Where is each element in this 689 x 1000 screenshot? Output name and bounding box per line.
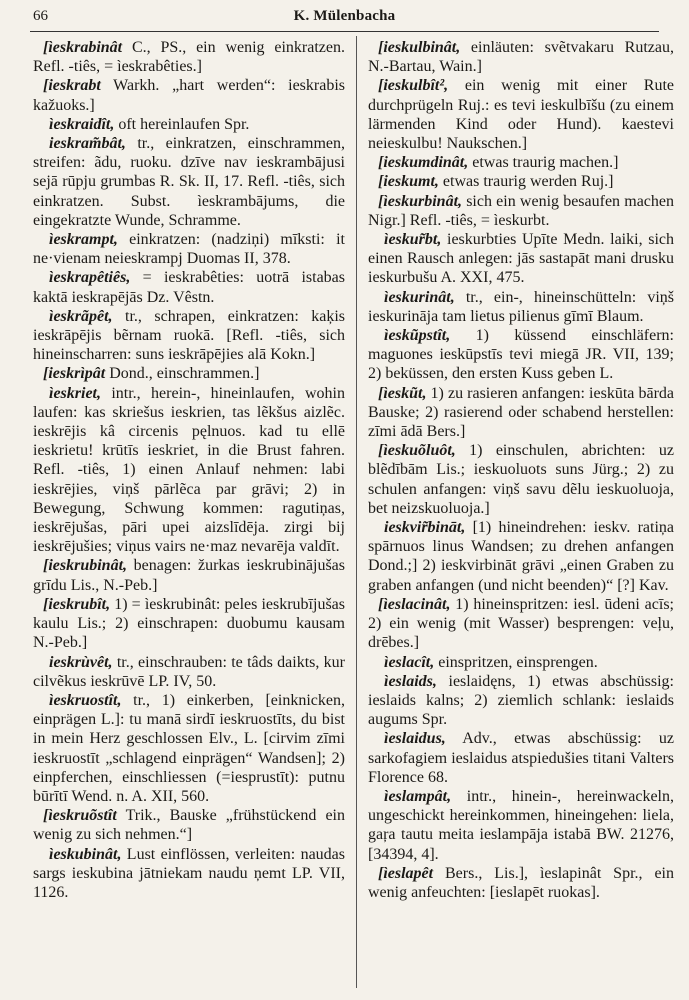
entry-definition: einläuten: svẽtvakaru Rutzau, N.-Bartau, Wain.] — [368, 39, 674, 76]
entry-headword: ìeslampât, — [384, 787, 452, 805]
entry-headword: ieskram̃bât, — [49, 135, 126, 153]
entry-headword: [ieskrubinât, — [43, 557, 128, 575]
dictionary-entry — [33, 268, 345, 306]
entry-definition: etwas traurig machen.] — [468, 154, 619, 172]
entry-headword: ìeskurinât, — [384, 288, 455, 306]
entry-definition: 1) zu rasieren anfangen: ieskūta bārda Bauske; 2) rasierend oder schabend herstellen: zīmi ādā Bers.] — [368, 384, 674, 441]
entry-definition: ieslaidęns, 1) etwas abschüssig: ieslaids kalns; 2) ziemlich schlank: ieslaids augums Spr. — [368, 672, 674, 729]
dictionary-entry — [33, 38, 345, 76]
entry-headword: [ìeskũt, — [378, 384, 427, 402]
dictionary-entry — [368, 864, 674, 902]
entry-definition: intr., herein-, hineinlaufen, wohin laufen: kas skriešus ieskrien, tas lẽkšus aizlẽc. ieskrējis kâ circenis pęlnuos. kad tu ellē ieskrietu! krūtīs ieskriet, in die Brust fahren. Refl. -tiês, 1) einen Anlauf nehmen: labi ieskrējies, viņš pārlẽca par grāvi; 2) in Bewegung, Schwung kommen: ragutiņas, ieskrējušas, pāri upei aizslīdēja. zirgi bij ieskrējušies; viņus vairs ne·maz nevarēja valdīt. — [33, 384, 345, 556]
entry-definition: Adv., etwas abschüssig: uz sarkofagiem ieslaidus atspiedušies titani Valters Florence 68. — [368, 730, 674, 786]
entry-definition: 1) = ìeskrubinât: peles ieskrubījušas kaulu Lis.; 2) einschrapen: duobumu kausam N.-Peb.] — [33, 595, 345, 652]
dictionary-entry — [33, 691, 345, 806]
entry-headword: ìeskruostît, — [49, 691, 122, 709]
dictionary-entry — [368, 38, 674, 76]
entry-headword: ìeskur̃bt, — [384, 231, 442, 249]
entry-headword: ìeslaids, — [384, 672, 437, 690]
entry-headword: [ieskulbinât, — [378, 39, 461, 56]
entry-definition: ieskurbties Upīte Medn. laiki, sich einen Rausch anlegen: jās sastapāt mani drusku ieskurbušu A. XXI, 475. — [368, 231, 674, 287]
entry-definition: tr., einkratzen, einschrammen, streifen: ãdu, ruoku. dzīve nav ieskrambājusi sejā rūpju grumbas R. Sk. II, 17. Refl. -tiês, sich einkratzen. Subst. ìeskrambājums, die eingekratzte Wunde, Schramme. — [33, 135, 345, 229]
header-rule — [30, 31, 659, 32]
entry-definition: tr., ein-, hineinschütteln: viņš ieskurināja tam lietus pilienus gīmī Blaum. — [368, 288, 674, 325]
dictionary-entry — [368, 595, 674, 653]
dictionary-entry — [33, 806, 345, 844]
entry-headword: [ìeslapêt — [378, 864, 434, 882]
dictionary-entry — [33, 845, 345, 903]
dictionary-entry — [368, 672, 674, 730]
entry-headword: ieskrùvêt, — [49, 653, 113, 671]
dictionary-entry — [368, 729, 674, 787]
dictionary-entry — [33, 115, 345, 134]
entry-headword: ieskvir̃bināt, — [384, 519, 466, 537]
entry-headword: [ìeskruõstît — [43, 807, 117, 825]
entry-headword: ìeslacît, — [384, 653, 435, 671]
left-column — [33, 38, 345, 902]
entry-definition: Trik., Bauske „frühstückend ein wenig zu sich nehmen.“] — [33, 807, 345, 844]
dictionary-entry — [33, 307, 345, 365]
entry-headword: ìeskraidît, — [49, 115, 115, 133]
dictionary-entry — [33, 384, 345, 557]
dictionary-entry — [368, 192, 674, 230]
entry-definition: einspritzen, einsprengen. — [434, 653, 598, 671]
dictionary-entry — [368, 518, 674, 595]
entry-definition: benagen: žurkas ieskrubinājušas grīdu Lis., N.-Peb.] — [33, 557, 345, 594]
dictionary-entry — [33, 556, 345, 594]
entry-headword: [ieskumt, — [378, 173, 439, 191]
dictionary-entry — [368, 172, 674, 191]
entry-definition: Warkh. „hart werden“: ieskrabis kažuoks.] — [33, 77, 345, 114]
entry-definition: sich ein wenig besaufen machen Nigr.] Refl. -tiês, = ìeskurbt. — [368, 192, 674, 229]
entry-definition: tr., 1) einkerben, [einknicken, einprägen L.]: tu manā sirdī ieskruostīts, du bist in mein Herz geschlossen Elv., L. [cirvim zīmi ieskruostīt „schlagend einprägen“ Wandsen]; 2) einpferchen, einschliessen (=iesprustīt): putnu būrītī Wend. n. A. XII, 560. — [33, 691, 345, 805]
running-head — [30, 8, 659, 28]
entry-headword: ìeskubinât, — [49, 845, 122, 863]
entry-definition: Lust einflössen, verleiten: naudas sargs ieskubina jātniekam naudu ņemt LP. VII, 1126. — [33, 845, 345, 901]
entry-headword: ìeskriet, — [49, 384, 101, 402]
dictionary-entry — [368, 441, 674, 518]
entry-headword: ìeskũpstît, — [384, 327, 451, 345]
entry-headword: ìeskrapêtiês, — [49, 269, 131, 287]
entry-headword: [ìeskurbinât, — [378, 192, 463, 210]
entry-headword: [ìeskuõluôt, — [378, 442, 456, 460]
entry-definition: etwas traurig werden Ruj.] — [438, 173, 614, 191]
dictionary-entry — [368, 153, 674, 172]
column-divider — [356, 36, 357, 988]
entry-definition: Bers., Lis.], ìeslapinât Spr., ein wenig anfeuchten: [ieslapēt ruokas]. — [368, 864, 674, 901]
entry-headword: [ieskrìpât — [43, 365, 106, 383]
dictionary-entry — [368, 76, 674, 153]
entry-definition: oft hereinlaufen Spr. — [114, 115, 250, 133]
entry-headword: ìeslaidus, — [384, 730, 446, 748]
entry-definition: 1) hineinspritzen: iesl. ūdeni acīs; 2) ein wenig (mit Wasser) besprengen: veļu, drēbes.] — [368, 595, 674, 652]
entry-headword: [ieskrubît, — [43, 595, 111, 613]
dictionary-entry — [368, 787, 674, 864]
entry-headword: [ieskulbît², — [378, 77, 449, 95]
entry-headword: [ieskrabt — [43, 77, 101, 95]
entry-headword: [ìeslacinât, — [378, 595, 451, 613]
entry-headword: ìeskrampt, — [49, 231, 118, 249]
dictionary-entry — [33, 653, 345, 691]
entry-definition: ein wenig mit einer Rute durchprügeln Ruj.: es tevi ieskulbīšu (zu einem lärmenden Kind oder Hund). kaestevi neieskulbu! Naukschen.] — [368, 77, 674, 153]
right-column — [368, 38, 674, 902]
dictionary-entry — [368, 653, 674, 672]
entry-definition: tr., schrapen, einkratzen: kaķis ieskrāpējis bẽrnam ruokā. [Refl. -tiês, sich hineinscharren: suns ieskrāpējies alā Kokn.] — [33, 307, 345, 364]
entry-definition: 1) einschulen, abrichten: uz blẽdībām Lis.; ieskuoluots suns Jürg.; 2) zu schulen anfangen: viņš savu dẽlu ieskuoluoja, bet neizskuoluoja.] — [368, 442, 674, 517]
page-number: 66 — [33, 8, 48, 24]
entry-definition: = ieskrabêties: uotrā istabas kaktā ieskrapējās Dz. Vêstn. — [33, 269, 345, 306]
dictionary-entry — [368, 384, 674, 442]
entry-definition: Dond., einschrammen.] — [105, 365, 260, 383]
running-head-author: K. Mülenbacha — [293, 8, 396, 24]
dictionary-entry — [368, 230, 674, 288]
dictionary-entry — [33, 134, 345, 230]
entry-definition: 1) küssend einschläfern: maguones ieskūpstīs tevi miegā JR. VII, 139; 2) beküssen, den ersten Kuss geben L. — [368, 327, 674, 383]
entry-definition: [1) hineindrehen: ieskv. ratiņa spārnuos linus Wandsen; zu drehen anfangen Dond.;] 2) ieskvirbināt grāvi „einen Graben zu graben anfangen (und nicht beenden)“ [?] Kav. — [368, 519, 674, 594]
dictionary-entry — [368, 326, 674, 384]
entry-definition: tr., einschrauben: te tâds daikts, kur cilvẽkus ieskrūvē LP. IV, 50. — [33, 653, 345, 690]
dictionary-entry — [33, 364, 345, 383]
entry-definition: C., PS., ein wenig einkratzen. Refl. -tiês, = ìeskrabêties.] — [33, 39, 345, 76]
dictionary-entry — [33, 76, 345, 114]
dictionary-entry — [368, 288, 674, 326]
entry-definition: einkratzen: (nadziņi) mīksti: it ne·vienam neieskrampj Duomas II, 378. — [33, 231, 345, 268]
entry-headword: ìeskrãpêt, — [49, 307, 113, 325]
entry-headword: [ìeskrabinât — [43, 39, 123, 56]
entry-headword: [ieskumdinât, — [378, 154, 469, 172]
dictionary-entry — [33, 595, 345, 653]
dictionary-entry — [33, 230, 345, 268]
entry-definition: intr., hinein-, hereinwackeln, ungeschickt hereinkommen, hineingehen: liela, gaŗa tautu meita ieslampāja istabā BW. 21276, [34394, 4]. — [368, 787, 674, 863]
